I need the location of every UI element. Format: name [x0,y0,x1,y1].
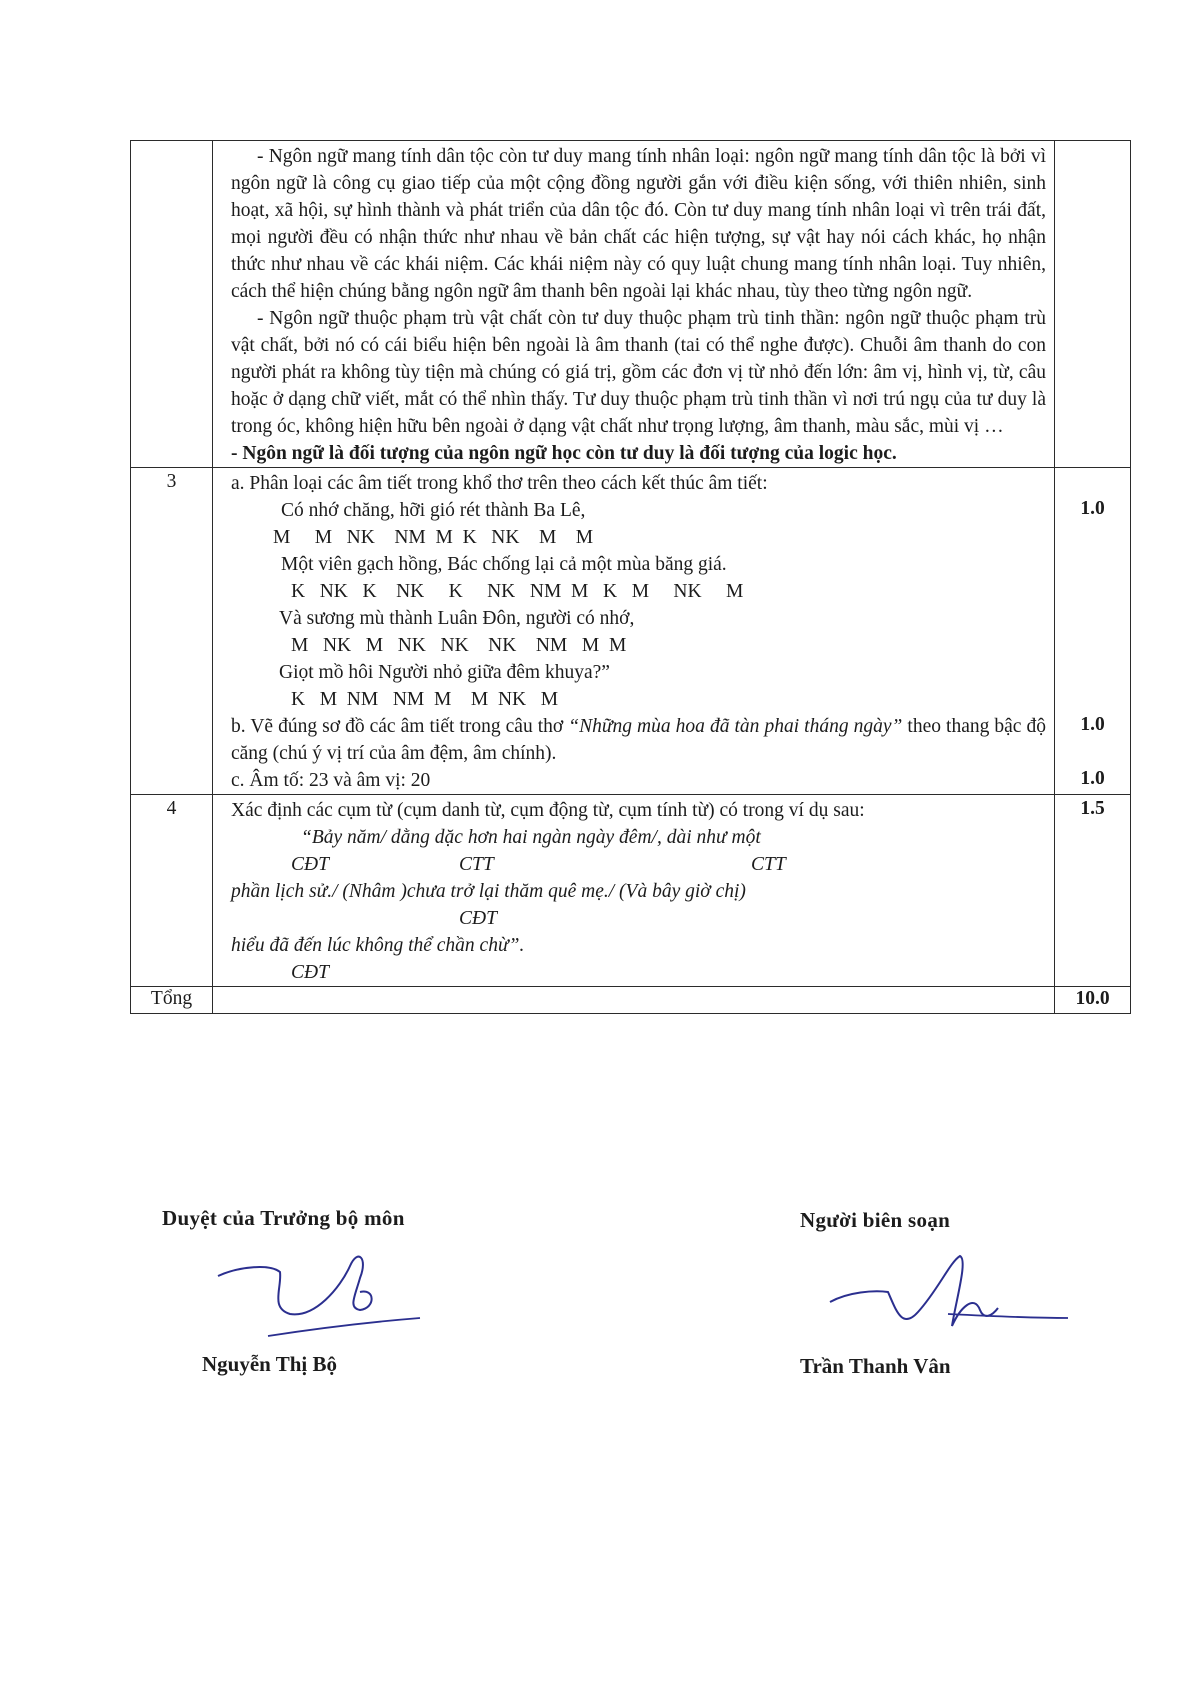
total-row [131,987,1131,1014]
part-a-text: a. Phân loại các âm tiết trong khổ thơ trên theo cách kết thúc âm tiết: [231,473,768,494]
score-cell: 1.5 [1055,795,1131,987]
poem-tags: M NK M NK NK NK NM M M [291,635,627,656]
phrase-tag: CTT [751,854,786,875]
part-b-suffix: theo thang bậc độ căng (chú ý vị trí của âm đệm, âm chính). [231,716,1046,764]
score-cell [1055,141,1131,468]
example-line: hiểu đã đến lúc không thể chần chừ”. [231,935,525,956]
approver-signature [210,1248,430,1358]
question-number: 4 [131,795,213,987]
answer-paragraph: - Ngôn ngữ mang tính dân tộc còn tư duy mang tính nhân loại: ngôn ngữ mang tính dân tộc là bởi vì ngôn ngữ là công cụ giao tiếp của một cộng đồng người gắn với điều kiện sống, với thiên nhiên, sinh hoạt, xã hội, sự hình thành và phát triển của dân tộc đó. Còn tư duy mang tính nhân loại vì trên trái đất, mọi người đều có nhận thức như nhau về bản chất các hiện tượng, sự vật hay nói cách khác, họ nhận thức như nhau về các khái niệm. Các khái niệm này có quy luật chung mang tính nhân loại. Tuy nhiên, cách thể hiện chúng bằng ngôn ngữ âm thanh bên ngoài lại khác nhau, tùy theo từng ngôn ngữ. [231,146,1046,302]
poem-tags: K M NM NM M M NK M [291,689,559,710]
table-row [131,468,1131,795]
example-line: phần lịch sử./ (Nhâm )chưa trở lại thăm quê mẹ./ (Và bây giờ chị) [231,881,746,902]
score-part-a: 1.0 [1080,498,1105,519]
poem-tags: M M NK NM M K NK M M [273,527,594,548]
table-row [131,141,1131,468]
poem-verse: Giọt mồ hôi Người nhỏ giữa đêm khuya?” [279,662,610,683]
grading-table [130,140,1131,1014]
example-tags [231,851,1046,878]
poem-verse: Và sương mù thành Luân Đôn, người có nhớ, [279,608,635,629]
part-b-quote: “Những mùa hoa đã tàn phai tháng ngày” [568,716,903,737]
part-c-text: c. Âm tố: 23 và âm vị: 20 [231,770,431,791]
total-score: 10.0 [1055,987,1131,1014]
phrase-tag: CĐT [459,908,497,929]
poem-verse: Có nhớ chăng, hỡi gió rét thành Ba Lê, [281,500,586,521]
phrase-tag: CĐT [291,854,329,875]
approver-name: Nguyễn Thị Bộ [202,1352,337,1376]
phrase-tag: CTT [459,854,494,875]
answer-content [213,468,1055,795]
question-4-intro: Xác định các cụm từ (cụm danh từ, cụm động từ, cụm tính từ) có trong ví dụ sau: [231,800,865,821]
author-name: Trần Thanh Vân [800,1354,951,1378]
author-title: Người biên soạn [800,1208,951,1232]
approver-title: Duyệt của Trưởng bộ môn [162,1206,405,1230]
question-number: 3 [131,468,213,795]
score-part-c: 1.0 [1080,768,1105,789]
example-tags [231,905,1046,932]
part-b-prefix: b. Vẽ đúng sơ đồ các âm tiết trong câu thơ [231,716,569,737]
answer-conclusion: - Ngôn ngữ là đối tượng của ngôn ngữ học còn tư duy là đối tượng của logic học. [231,443,897,464]
answer-content [213,141,1055,468]
phrase-tag: CĐT [291,962,329,983]
score-part-b: 1.0 [1080,714,1105,735]
question-number [131,141,213,468]
poem-tags: K NK K NK K NK NM M K M NK M [291,581,744,602]
total-label: Tổng [131,987,213,1014]
table-row [131,795,1131,987]
answer-content [213,795,1055,987]
answer-paragraph: - Ngôn ngữ thuộc phạm trù vật chất còn tư duy thuộc phạm trù tinh thần: ngôn ngữ thuộc phạm trù vật chất, bởi nó có cái biểu hiện bên ngoài là âm thanh (tai có thể nghe được). Chuỗi âm thanh do con người phát ra không tùy tiện mà chúng có giá trị, gồm các đơn vị từ nhỏ đến lớn: âm vị, hình vị, từ, câu hoặc ở dạng chữ viết, mắt có thể nhìn thấy. Tư duy thuộc phạm trù tinh thần vì nơi trú ngụ của tư duy là trong óc, không hiện hữu bên ngoài ở dạng vật chất như trọng lượng, âm thanh, màu sắc, mùi vị … [231,308,1046,437]
example-tags [231,959,1046,986]
example-line: “Bảy năm/ dằng dặc hơn hai ngàn ngày đêm/, dài như một [301,827,761,848]
part-b-text [231,713,1046,767]
score-cell [1055,468,1131,795]
poem-verse: Một viên gạch hồng, Bác chống lại cả một mùa băng giá. [281,554,727,575]
author-signature [828,1250,1078,1360]
